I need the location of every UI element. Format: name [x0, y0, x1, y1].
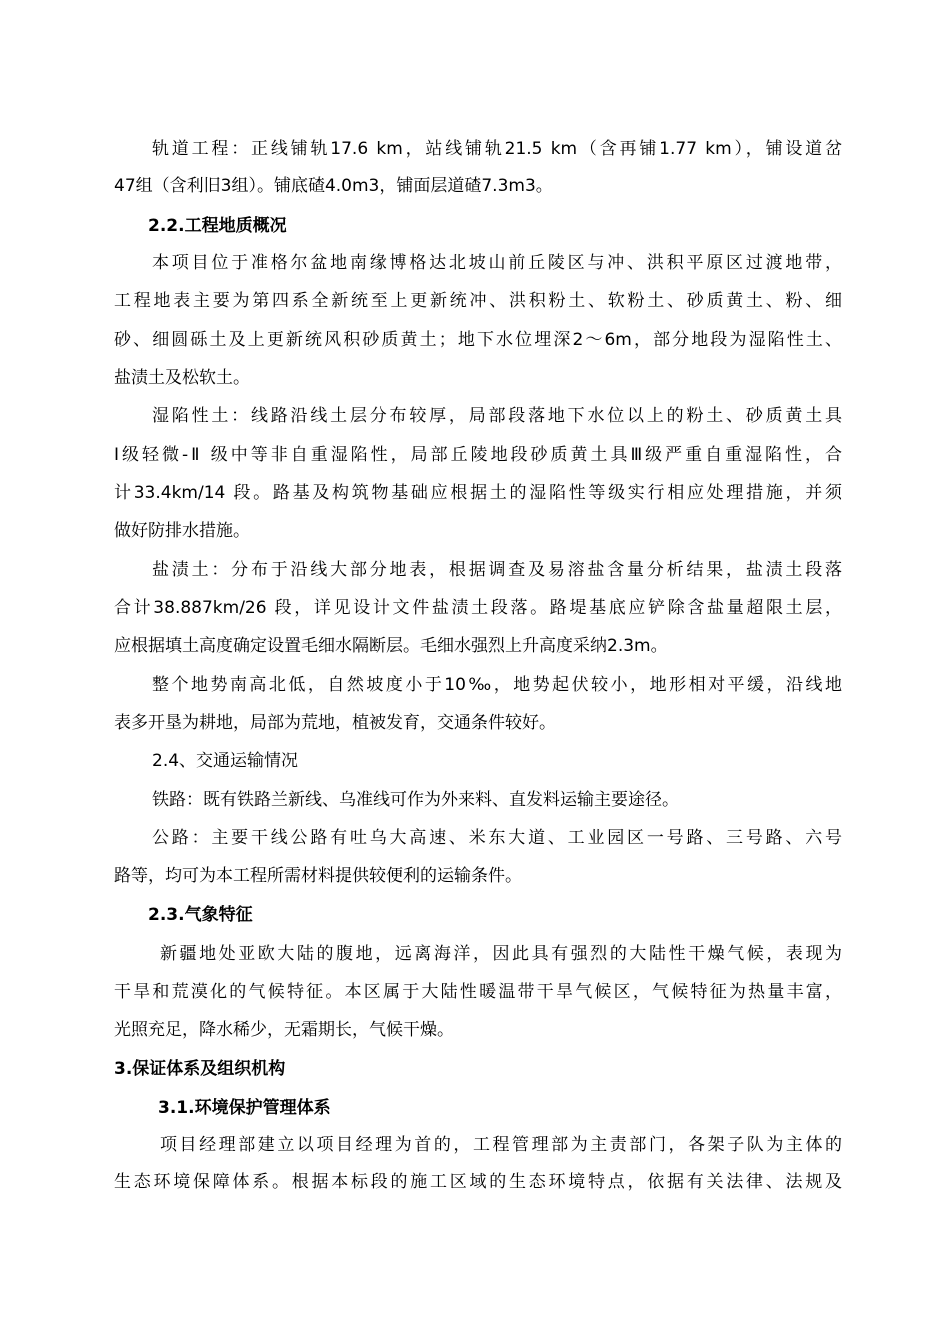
paragraph-text-line: 表多开垦为耕地，局部为荒地，植被发育，交通条件较好。 [114, 713, 556, 733]
paragraph-text-line: 项目经理部建立以项目经理为首的，工程管理部为主责部门，各架子队为主体的 [160, 1135, 842, 1155]
section-heading: 3.1.环境保护管理体系 [158, 1098, 331, 1118]
paragraph-text-line: 整个地势南高北低，自然坡度小于10‰，地势起伏较小，地形相对平缓，沿线地 [152, 675, 842, 695]
paragraph-text-line: 路等，均可为本工程所需材料提供较便利的运输条件。 [114, 866, 522, 886]
paragraph-text-line: 47组（含利旧3组）。铺底碴4.0m3，铺面层道碴7.3m3。 [114, 176, 553, 196]
chapter-heading: 3.保证体系及组织机构 [114, 1059, 286, 1079]
paragraph-text-line: 工程地表主要为第四系全新统至上更新统冲、洪积粉土、软粉土、砂质黄土、粉、细 [114, 291, 842, 311]
paragraph-text-line: 计33.4km/14 段。路基及构筑物基础应根据土的湿陷性等级实行相应处理措施，并须 [114, 483, 842, 503]
paragraph-text-line: 应根据填土高度确定设置毛细水隔断层。毛细水强烈上升高度采纳2.3m。 [114, 636, 668, 656]
section-heading: 2.3.气象特征 [148, 905, 253, 925]
paragraph-text-line: 新疆地处亚欧大陆的腹地，远离海洋，因此具有强烈的大陆性干燥气候，表现为 [160, 944, 842, 964]
paragraph-text-line: 光照充足，降水稀少，无霜期长，气候干燥。 [114, 1020, 454, 1040]
paragraph-text-line: 干旱和荒漠化的气候特征。本区属于大陆性暖温带干旱气候区，气候特征为热量丰富， [114, 982, 842, 1002]
paragraph-text-line: 生态环境保障体系。根据本标段的施工区域的生态环境特点，依据有关法律、法规及 [114, 1172, 842, 1192]
paragraph-text-line: 铁路：既有铁路兰新线、乌准线可作为外来料、直发料运输主要途径。 [152, 790, 679, 810]
paragraph-text-line: 轨道工程：正线铺轨17.6 km，站线铺轨21.5 km（含再铺1.77 km），铺设道岔 [152, 139, 842, 159]
paragraph-text-line: 合计38.887km/26 段，详见设计文件盐渍土段落。路堤基底应铲除含盐量超限土层， [114, 598, 842, 618]
section-heading: 2.2.工程地质概况 [148, 216, 287, 236]
paragraph-text-line: 盐渍土：分布于沿线大部分地表，根据调查及易溶盐含量分析结果，盐渍土段落 [152, 560, 842, 580]
section-heading: 2.4、交通运输情况 [152, 751, 299, 771]
paragraph-text-line: Ⅰ级轻微-Ⅱ 级中等非自重湿陷性，局部丘陵地段砂质黄土具Ⅲ级严重自重湿陷性，合 [114, 445, 842, 465]
paragraph-text-line: 盐渍土及松软土。 [114, 368, 250, 388]
paragraph-text-line: 公路：主要干线公路有吐乌大高速、米东大道、工业园区一号路、三号路、六号 [152, 828, 842, 848]
paragraph-text-line: 本项目位于准格尔盆地南缘博格达北坡山前丘陵区与冲、洪积平原区过渡地带， [152, 253, 842, 273]
paragraph-text-line: 湿陷性土：线路沿线土层分布较厚，局部段落地下水位以上的粉土、砂质黄土具 [152, 406, 842, 426]
paragraph-text-line: 砂、细圆砾土及上更新统风积砂质黄土；地下水位埋深2～6m，部分地段为湿陷性土、 [114, 330, 842, 350]
paragraph-text-line: 做好防排水措施。 [114, 521, 250, 541]
